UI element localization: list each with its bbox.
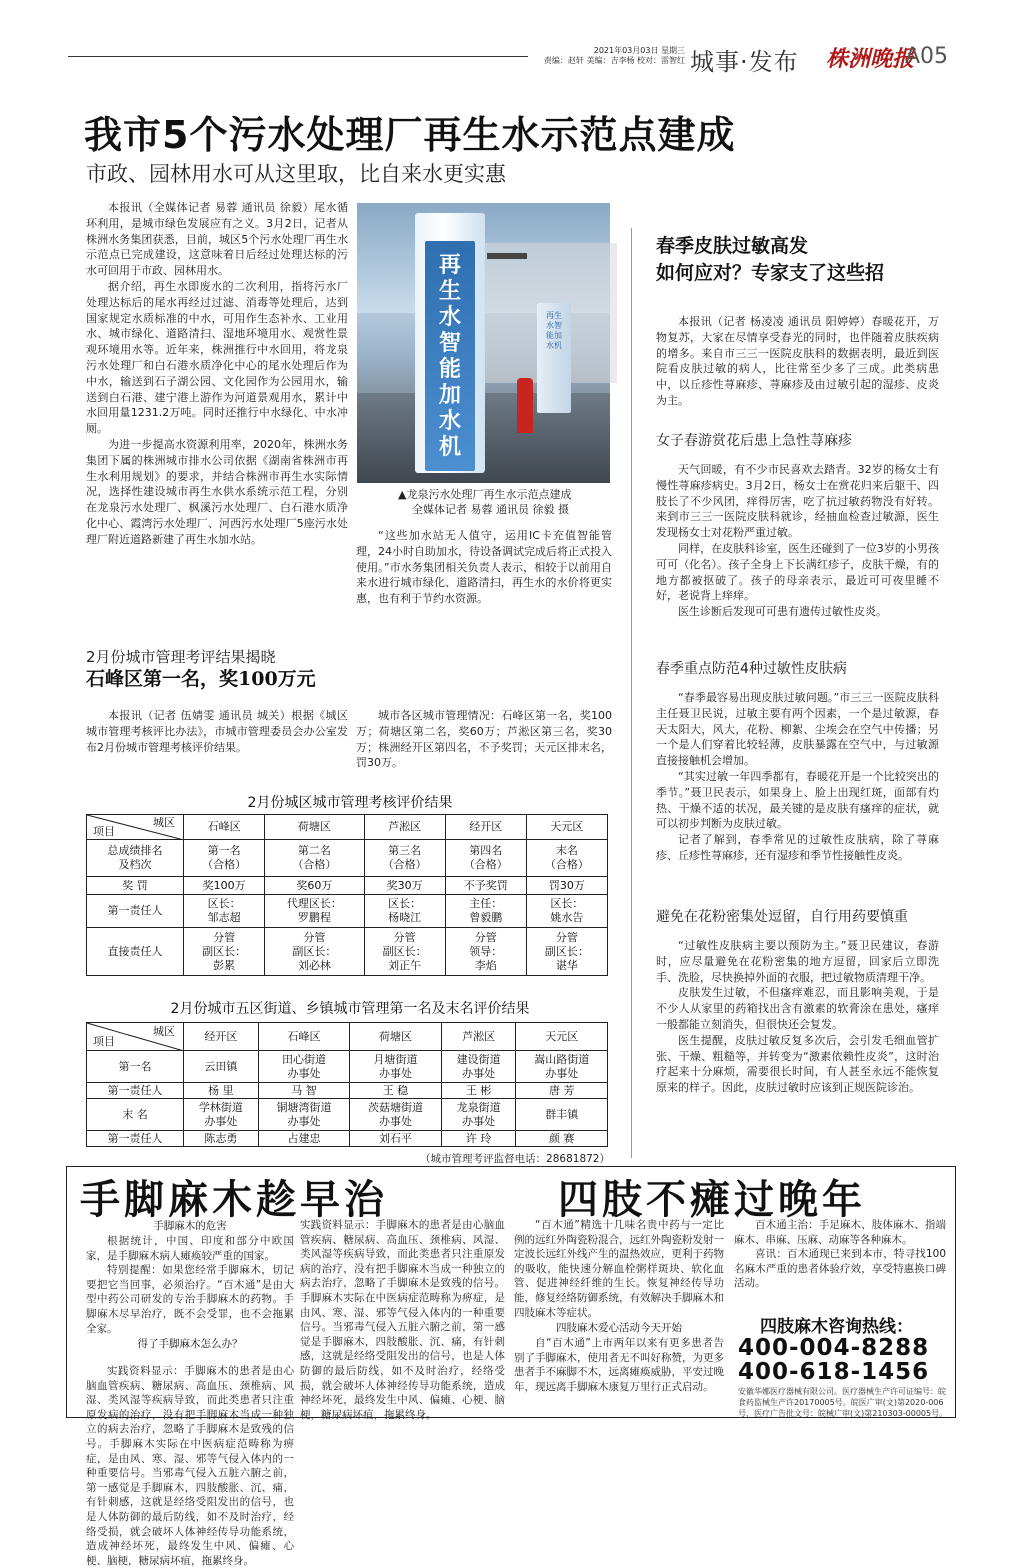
table2-footnote: （城市管理考评监督电话：28681872） xyxy=(420,1153,610,1165)
allergy-subhead-2: 春季重点防范4种过敏性皮肤病 xyxy=(656,661,847,677)
masthead-rule xyxy=(68,56,528,57)
ad-paragraph: “百木通”精选十几味名贵中药与一定比例的远红外陶瓷粉混合，远红外陶瓷粉发射一定波长远红外线产生的温热效应，更利于药物的吸收，能快速分解血栓粥样斑块、软化血管、促进神经纤维的生长。恢复神经传导功能，修复经络防御系统，有效解决手脚麻木和四肢麻木等症状。 xyxy=(514,1219,724,1319)
allergy-paragraph: “过敏性皮肤病主要以预防为主。”聂卫民建议，春游时，应尽量避免在花粉密集的地方逗留，回家后立即洗手、洗脸，尽快换掉外面的衣服，把过敏物质清理干净。 xyxy=(656,939,939,984)
table1-row xyxy=(87,840,608,877)
allergy-paragraph: 同样，在皮肤科诊室，医生还碰到了一位3岁的小男孩可可（化名）。孩子全身上下长满红疹子，皮肤干燥，有的地方都被抠破了。孩子的母亲表示，最近可可夜里睡不好，老说背上痒痒。 xyxy=(656,541,939,603)
ad-paragraph: 百木通主治：手足麻木、肢体麻木、指端麻木、串麻、压麻、动麻等各种麻木。 xyxy=(734,1219,946,1246)
table1-cell: 第四名 （合格） xyxy=(445,840,526,877)
lead-paragraph: “这些加水站无人值守，运用IC卡充值智能管理，24小时自助加水，待设备调试完成后将正式投入使用。”市水务集团相关负责人表示，相较于以前用自来水进行城市绿化、道路清扫，再生水的水价将更实惠，也有利于节约水资源。 xyxy=(356,529,612,606)
table2-cell: 茨菇塘街道 办事处 xyxy=(350,1099,442,1131)
fire-hydrant xyxy=(517,378,533,433)
table2-cell: 许 玲 xyxy=(441,1131,516,1147)
table1-col-header: 天元区 xyxy=(526,815,607,840)
ad-subhead: 得了手脚麻木怎么办？ xyxy=(137,1338,243,1351)
allergy-subhead-3: 避免在花粉密集处逗留，自行用药要慎重 xyxy=(656,909,908,925)
editors-line: 责编：赵轩 美编：吉李杨 校对：雷智红 xyxy=(543,56,685,65)
table2-corner xyxy=(87,1023,184,1051)
table2-cell: 陈志勇 xyxy=(184,1131,259,1147)
table1-header-row xyxy=(87,815,608,840)
lead-paragraph: 为进一步提高水资源利用率，2020年，株洲水务集团下属的株洲城市排水公司依据《湖南省株洲市再生水利用规划》的要求，并结合株洲市再生水实际情况，选择性建设城市再生水供水系统示范工程，分别在龙泉污水处理厂、枫溪污水处理厂、白石港水质净化中心、霞湾污水处理厂、河西污水处理厂5座污水处理厂附近道路新建了再生水加水站。 xyxy=(86,437,348,546)
allergy-paragraph: 医生提醒，皮肤过敏反复多次后，会引发毛细血管扩张、干燥、粗糙等，并转变为“激素依赖性皮炎”，这时治疗起来十分麻烦，需要很长时间，有人甚至永远不能恢复原来的样子。因此，皮肤过敏时应该到正规医院诊治。 xyxy=(656,1033,939,1095)
exam-headline: 石峰区第一名，奖100万元 xyxy=(86,668,316,690)
exam-column-1 xyxy=(86,708,348,755)
table1-row xyxy=(87,928,608,976)
table2-row xyxy=(87,1083,608,1099)
allergy-headline-1: 春季皮肤过敏高发 xyxy=(656,235,809,257)
table1-title: 2月份城区城市管理考核评价结果 xyxy=(247,795,453,811)
table2-cell: 建设街道 办事处 xyxy=(441,1051,516,1083)
ad-paragraph: 特别提醒：如果您经常手脚麻木，切记要把它当回事，必须治疗。“百木通”是由大型中药公司研发的专治手脚麻木的药物。手脚麻木尽早治疗，既不会受罪，也不会拖累全家。 xyxy=(86,1264,294,1335)
table2-cell: 马 智 xyxy=(258,1083,350,1099)
table2-cell: 龙泉街道 办事处 xyxy=(441,1099,516,1131)
table1-cell: 奖100万 xyxy=(184,877,265,895)
table2-cell: 刘石平 xyxy=(350,1131,442,1147)
table1-cell: 区长： 邹志超 xyxy=(184,895,265,928)
table2-row-label: 第一名 xyxy=(87,1051,184,1083)
table1-cell: 主任： 曾毅鹏 xyxy=(445,895,526,928)
table1-cell: 第二名 （合格） xyxy=(265,840,364,877)
ad-paragraph: 喜讯：百木通现已来到本市，特寻找100名麻木严重的患者体验疗效，享受特惠换口碑活动。 xyxy=(734,1248,946,1290)
lead-paragraph: 本报讯（全媒体记者 易蓉 通讯员 徐毅）尾水循环利用，是城市绿色发展应有之义。3月2日，记者从株洲水务集团获悉，目前，城区5个污水处理厂再生水示范点已完成建设，这意味着日后经过处理达标的污水可回用于市政、园林用水。 xyxy=(86,201,348,278)
table2-row-label: 末 名 xyxy=(87,1099,184,1131)
table2-row-label: 第一责任人 xyxy=(87,1131,184,1147)
ad-hotline-title: 四肢麻木咨询热线： xyxy=(760,1317,913,1337)
table2-col-header: 天元区 xyxy=(516,1023,608,1051)
table2-cell: 云田镇 xyxy=(184,1051,259,1083)
water-pipe xyxy=(487,253,527,259)
table1-corner xyxy=(87,815,184,840)
newspaper-logo: 株洲晚报 xyxy=(826,46,915,72)
table2-row xyxy=(87,1099,608,1131)
table2-row-label: 第一责任人 xyxy=(87,1083,184,1099)
corner-bottom-label: 项目 xyxy=(93,825,115,838)
section-name: 城事·发布 xyxy=(690,48,799,76)
table2-col-header: 芦淞区 xyxy=(441,1023,516,1051)
allergy-paragraph: “春季最容易出现皮肤过敏问题。”市三三一医院皮肤科主任聂卫民说，过敏主要有两个因素，一个是过敏源，春天太阳大，风大，花粉、柳絮、尘埃会在空气中传播；另一个是人们穿着比较轻薄，皮肤暴露在空气中，与过敏源直接接触机会增加。 xyxy=(656,691,939,768)
caption-line: ▲龙泉污水处理厂再生水示范点建成 xyxy=(398,488,572,501)
ad-column-1b xyxy=(86,1364,294,1567)
ad-subhead: 四肢麻木爱心活动今天开始 xyxy=(556,1322,682,1335)
allergy-section-1 xyxy=(656,462,939,620)
ad-paragraph-cont: 实践资料显示：手脚麻木的患者是由心脑血管疾病、糖尿病、高血压、颈椎病、风湿、类风湿等疾病导致，而此类患者只注重原发病的治疗，没有把手脚麻木当成一种独立的病去治疗，忽略了手脚麻木是致残的信号。手脚麻木实际在中医病症范畴称为痹症，是由风、寒、湿、邪等气侵入体内的一种重要信号。当邪毒气侵入五脏六腑之前，第一感觉是手脚麻木，四肢酸胀、沉、痛，有针刺感，这就是经络受阻发出的信号，也是人体防御的最后防线，如不及时治疗，经络受损，就会破坏人体神经传导功能系统，造成神经坏死，最终发生中风、偏瘫、心梗、脑梗，糖尿病坏疽，拖累终身。 xyxy=(300,1219,505,1421)
ad-headline-right: 四肢不瘫过晚年 xyxy=(558,1177,866,1223)
allergy-paragraph: 本报讯（记者 杨凌凌 通讯员 阳婷婷）春暖花开，万物复苏，大家在尽情享受春光的同时，也伴随着皮肤疾病的增多。来自市三三一医院皮肤科的数据表明，最近到医院看皮肤过敏的病人，比往常至少多了三成。此类病患中，以丘疹性荨麻疹、荨麻疹及由过敏引起的湿疹、皮炎为主。 xyxy=(656,315,939,407)
table2-cell: 唐 芳 xyxy=(516,1083,608,1099)
table2-col-header: 石峰区 xyxy=(258,1023,350,1051)
table2-cell: 田心街道 办事处 xyxy=(258,1051,350,1083)
machine-sign-text-small: 再生水智能加水机 xyxy=(546,311,562,350)
table2-cell: 群丰镇 xyxy=(516,1099,608,1131)
table1-cell: 分管 领导： 李焰 xyxy=(445,928,526,976)
ad-text-block xyxy=(734,1218,946,1291)
table1-cell: 分管 副区长： 谌华 xyxy=(526,928,607,976)
lead-paragraph: 据介绍，再生水即废水的二次利用，指将污水厂处理达标后的尾水再经过过滤、消毒等处理后，达到国家规定水质标准的中水，可用作生态补水、工业用水、城市绿化、道路清扫、湿地环境用水、观赏性景观环境用水等。近年来，株洲推行中水回用，将龙泉污水处理厂和白石港水质净化中心的尾水处理后作为中水，输送到石子湖公园、文化园作为公园用水，输送到白石港、建宁港上游作为河道景观用水，累计中水回用量1231.2万吨。同时还推行中水绿化、中水冲厕。 xyxy=(86,279,348,436)
lead-column-1 xyxy=(86,200,348,610)
table1-col-header: 荷塘区 xyxy=(265,815,364,840)
table1-row-label: 奖 罚 xyxy=(87,877,184,895)
ad-paragraph: 根据统计，中国、印度和部分中欧国家，是手脚麻木病人瘫痪较严重的国家。 xyxy=(86,1235,294,1262)
table1-cell: 区长： 杨晓江 xyxy=(364,895,445,928)
table2-title: 2月份城市五区街道、乡镇城市管理第一名及末名评价结果 xyxy=(170,1001,530,1017)
water-machine xyxy=(415,213,485,473)
allergy-section-2 xyxy=(656,690,939,864)
table2-row xyxy=(87,1051,608,1083)
ad-paragraph: 自“百木通”上市两年以来有更多患者告别了手脚麻木，使用者无不叫好称赞，为更多患者手不麻脚不木，远离瘫痪威胁，平安过晚年，现远离手脚麻木康复万里行正式启动。 xyxy=(514,1337,724,1393)
table1-cell: 罚30万 xyxy=(526,877,607,895)
lead-headline: 我市5个污水处理厂再生水示范点建成 xyxy=(84,113,736,157)
allergy-paragraph: 医生诊断后发现可可患有遗传过敏性皮炎。 xyxy=(678,605,887,619)
exam-paragraph: 城市各区城市管理情况：石峰区第一名，奖100万；荷塘区第二名，奖60万；芦淞区第三名，奖30万；株洲经开区第四名，不予奖罚；天元区排末名，罚30万。 xyxy=(356,709,612,770)
table2-cell: 学林街道 办事处 xyxy=(184,1099,259,1131)
corner-top-label: 城区 xyxy=(153,1025,175,1038)
allergy-paragraph: 天气回暖，有不少市民喜欢去踏青。32岁的杨女士有慢性荨麻疹病史。3月2日，杨女士在赏花归来后躯干、四肢长了不少风团，痒得厉害，吃了抗过敏药物没有好转。来到市三三一医院皮肤科就诊，经抽血检查过敏源，医生发现杨女士对花粉严重过敏。 xyxy=(656,463,939,540)
ad-subhead: 手脚麻木的危害 xyxy=(153,1220,227,1232)
table2-cell: 王 稳 xyxy=(350,1083,442,1099)
ad-paragraph: 实践资料显示：手脚麻木的患者是由心脑血管疾病、糖尿病、高血压、颈椎病、风湿、类风湿等疾病导致，而此类患者只注重原发病的治疗，没有把手脚麻木当成一种独立的病去治疗，忽略了手脚麻木是致残的信号。手脚麻木实际在中医病症范畴称为痹症，是由风、寒、湿、邪等气侵入体内的一种重要信号。当邪毒气侵入五脏六腑之前，第一感觉是手脚麻木，四肢酸胀、沉、痛，有针刺感，这就是经络受阻发出的信号，也是人体防御的最后防线，如不及时治疗，经络受损，就会破坏人体神经传导功能系统，造成神经坏死，最终发生中风、偏瘫、心梗、脑梗，糖尿病坏疽，拖累终身。 xyxy=(86,1365,294,1567)
table2-header-row xyxy=(87,1023,608,1051)
table1-row xyxy=(87,877,608,895)
table1-col-header: 芦淞区 xyxy=(364,815,445,840)
lead-subheadline: 市政、园林用水可从这里取，比自来水更实惠 xyxy=(86,162,506,186)
ad-phone-1: 400-004-8288 xyxy=(738,1335,930,1361)
ad-fine-print: 安徽华娜医疗器械有限公司。医疗器械生产许可证编号：皖食药监械生产许20170005号。皖医广审(文)第2020-006号，医疗广告批文号：皖械广审(文)第210303-00005号。 xyxy=(738,1387,948,1418)
issue-date: 2021年03月03日 星期三 xyxy=(593,46,685,55)
ad-column-4 xyxy=(734,1218,946,1291)
table1-row xyxy=(87,895,608,928)
table1-row-label: 第一责任人 xyxy=(87,895,184,928)
table1-row-label: 直接责任人 xyxy=(87,928,184,976)
column-divider xyxy=(631,228,632,1158)
allergy-subhead-1: 女子春游赏花后患上急性荨麻疹 xyxy=(656,433,852,449)
water-machine-2 xyxy=(537,303,571,413)
exam-paragraph: 本报讯（记者 伍婧雯 通讯员 城关）根据《城区城市管理考核评比办法》，市城市管理委员会办公室发布2月份城市管理考核评价结果。 xyxy=(86,709,348,754)
table1-cell: 奖60万 xyxy=(265,877,364,895)
ad-text-block xyxy=(514,1218,724,1320)
allergy-section-3 xyxy=(656,938,939,1096)
table1-cell: 第一名 （合格） xyxy=(184,840,265,877)
table1-cell: 代理区长： 罗鹏程 xyxy=(265,895,364,928)
table1-col-header: 石峰区 xyxy=(184,815,265,840)
machine-sign-text: 再生水智能加水机 xyxy=(438,253,461,460)
table2-col-header: 荷塘区 xyxy=(350,1023,442,1051)
table1 xyxy=(86,814,608,976)
ad-column-2 xyxy=(300,1218,505,1421)
allergy-headline-2: 如何应对？专家支了这些招 xyxy=(656,262,885,284)
caption-credit: 全媒体记者 易蓉 通讯员 徐毅 摄 xyxy=(412,503,569,516)
photo-caption xyxy=(398,487,613,517)
table1-col-header: 经开区 xyxy=(445,815,526,840)
table1-cell: 末名 （合格） xyxy=(526,840,607,877)
table2 xyxy=(86,1022,608,1147)
table2-row xyxy=(87,1131,608,1147)
table1-cell: 第三名 （合格） xyxy=(364,840,445,877)
table2-cell: 杨 里 xyxy=(184,1083,259,1099)
lead-column-2 xyxy=(356,528,612,612)
table2-cell: 月塘街道 办事处 xyxy=(350,1051,442,1083)
ad-column-3 xyxy=(514,1218,724,1395)
exam-kicker: 2月份城市管理考评结果揭晓 xyxy=(86,648,276,666)
ad-text-block xyxy=(514,1336,724,1394)
corner-top-label: 城区 xyxy=(153,816,175,829)
ad-phone-2: 400-618-1456 xyxy=(738,1359,930,1385)
allergy-paragraph: 皮肤发生过敏，不但瘙痒难忍，而且影响美观，于是不少人从家里的药箱找出含有激素的软膏涂在患处，瘙痒一般都能立刻消失，但很快还会复发。 xyxy=(656,986,939,1031)
masthead-meta xyxy=(535,46,685,66)
table1-cell: 不予奖罚 xyxy=(445,877,526,895)
table1-cell: 分管 副区长： 刘必林 xyxy=(265,928,364,976)
ad-column-1 xyxy=(86,1218,294,1352)
table1-row-label: 总成绩排名及档次 xyxy=(87,840,184,877)
table2-cell: 颜 赛 xyxy=(516,1131,608,1147)
table1-cell: 分管 副区长： 刘正午 xyxy=(364,928,445,976)
allergy-paragraph: 记者了解到，春季常见的过敏性皮肤病，除了荨麻疹、丘疹性荨麻疹，还有湿疹和季节性接触性皮炎。 xyxy=(656,833,939,862)
table2-col-header: 经开区 xyxy=(184,1023,259,1051)
table1-cell: 区长： 姚水告 xyxy=(526,895,607,928)
table2-cell: 嵩山路街道 办事处 xyxy=(516,1051,608,1083)
table2-cell: 铜塘湾街道 办事处 xyxy=(258,1099,350,1131)
allergy-intro xyxy=(656,314,939,409)
table2-cell: 王 彬 xyxy=(441,1083,516,1099)
page-number: A05 xyxy=(905,44,949,69)
table1-cell: 分管 副区长： 彭累 xyxy=(184,928,265,976)
exam-column-2 xyxy=(356,708,612,771)
table1-cell: 奖30万 xyxy=(364,877,445,895)
ad-headline-left: 手脚麻木趁早治 xyxy=(80,1177,388,1223)
ad-text-block xyxy=(86,1234,294,1336)
table2-cell: 占建忠 xyxy=(258,1131,350,1147)
corner-bottom-label: 项目 xyxy=(93,1035,115,1048)
allergy-paragraph: “其实过敏一年四季都有，春暖花开是一个比较突出的季节。”聂卫民表示，如果身上、脸上出现红斑，面部有灼热、干燥不适的状况，最关键的是皮肤有瘙痒的症状，就可以初步判断为皮肤过敏。 xyxy=(656,769,939,831)
lead-photo xyxy=(357,203,610,483)
